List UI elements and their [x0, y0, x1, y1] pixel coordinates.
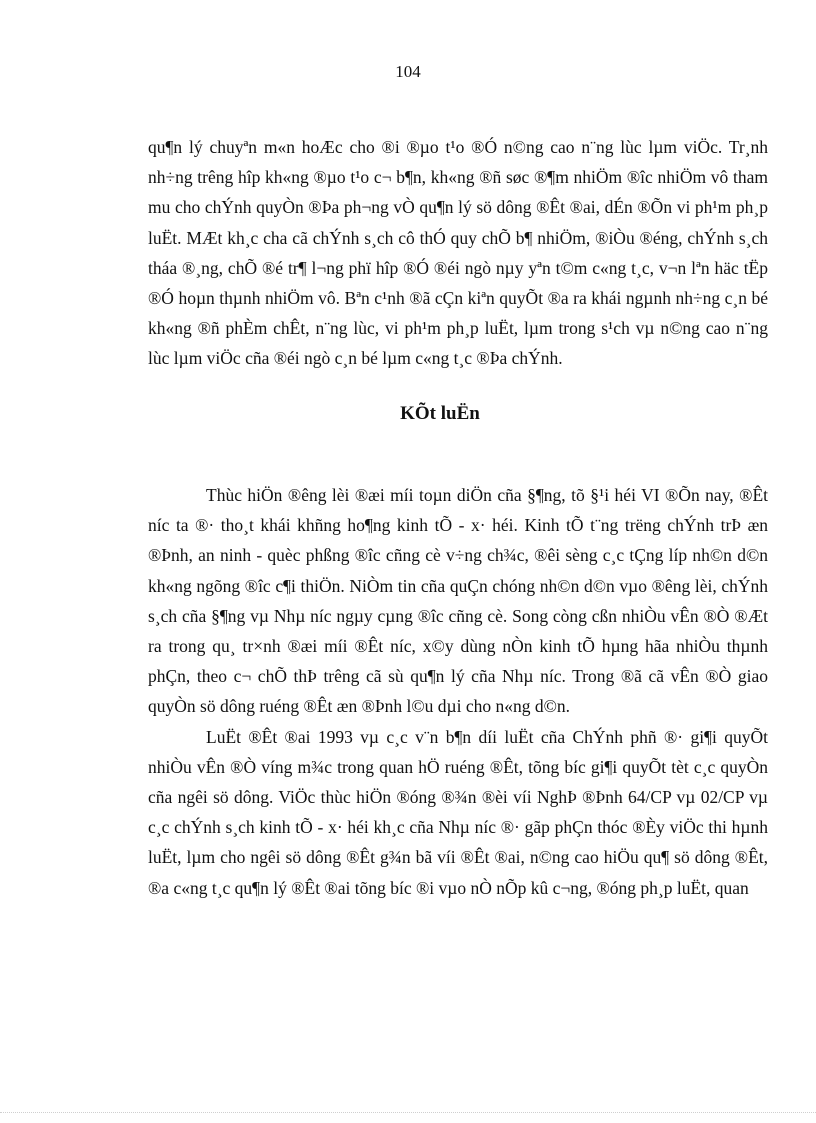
paragraph-3: LuËt ®Êt ®ai 1993 vµ c¸c v¨n b¶n díi luËt cña ChÝnh phñ ®· gi¶i quyÕt nhiÒu vÊn ®Ò víng m¾c trong quan hÖ ruéng ®Êt, tõng bíc gi¶i quyÕt tèt c¸c quyÒn cña ngêi sö dông. ViÖc thùc hiÖn ®óng ®¾n ®èi víi NghÞ ®Þnh 64/CP vµ 02/CP vµ c¸c chÝnh s¸ch kinh tÕ - x· héi kh¸c cña Nhµ níc ®· gãp phÇn thóc ®Èy viÖc thi hµnh luËt, lµm cho ngêi sö dông ®Êt g¾n bã víi ®Êt ®ai, n©ng cao hiÖu qu¶ sö dông ®Êt, ®a c«ng t¸c qu¶n lý ®Êt ®ai tõng bíc ®i vµo nÒ nÕp kû c¬ng, ®óng ph¸p luËt, quan [148, 726, 768, 898]
section-heading: KÕt luËn [400, 403, 480, 424]
paragraph-2: Thùc hiÖn ®êng lèi ®æi míi toµn diÖn cña §¶ng, tõ §¹i héi VI ®Õn nay, ®Êt níc ta ®· tho¸t khái khñng ho¶ng kinh tÕ - x· héi. Kinh tÕ t¨ng trëng chÝnh trÞ æn ®Þnh, an ninh - quèc phßng ®îc cñng cè v÷ng ch¾c, ®êi sèng c¸c tÇng líp nh©n d©n kh«ng ngõng ®îc c¶i thiÖn. NiÒm tin cña quÇn chóng nh©n d©n vµo ®êng lèi, chÝnh s¸ch cña §¶ng vµ Nhµ níc ngµy cµng ®îc cñng cè. Song còng cßn nhiÒu vÊn ®Ò ®Æt ra trong qu¸ tr×nh ®æi míi ®Êt níc, x©y dùng nÒn kinh tÕ hµng hãa nhiÒu thµnh phÇn, theo c¬ chÕ thÞ trêng cã sù qu¶n lý cña Nhµ níc. Trong ®ã cã vÊn ®Ò giao quyÒn sö dông ruéng ®Êt æn ®Þnh l©u dµi cho n«ng d©n. [148, 485, 768, 717]
text-block-bottom [148, 480, 768, 903]
paragraph-1: qu¶n lý chuyªn m«n hoÆc cho ®i ®µo t¹o ®Ó n©ng cao n¨ng lùc lµm viÖc. Tr¸nh nh÷ng trêng hîp kh«ng ®µo t¹o c¬ b¶n, kh«ng ®ñ søc ®¶m nhiÖm ®îc nhiÖm vô tham mu cho chÝnh quyÒn ®Þa ph¬ng vÒ qu¶n lý sö dông ®Êt ®ai, dÉn ®Õn vi ph¹m ph¸p luËt. MÆt kh¸c cha cã chÝnh s¸ch cô thÓ quy chÕ b¶ nhiÖm, ®iÒu ®éng, chÝnh s¸ch tháa ®¸ng, chÕ ®é tr¶ l¬ng phï hîp ®Ó ®éi ngò nµy yªn t©m c«ng t¸c, v¬n lªn häc tËp ®Ó hoµn thµnh nhiÖm vô. Bªn c¹nh ®ã cÇn kiªn quyÕt ®a ra khái ngµnh nh÷ng c¸n bé kh«ng ®ñ phÈm chÊt, n¨ng lùc, vi ph¹m ph¸p luËt, lµm trong s¹ch vµ n©ng cao n¨ng lùc lµm viÖc cña ®éi ngò c¸n bé lµm c«ng t¸c ®Þa chÝnh. [148, 137, 768, 369]
page-bottom-rule [0, 1112, 816, 1113]
text-block-top [148, 132, 768, 374]
page-number: 104 [395, 62, 421, 81]
